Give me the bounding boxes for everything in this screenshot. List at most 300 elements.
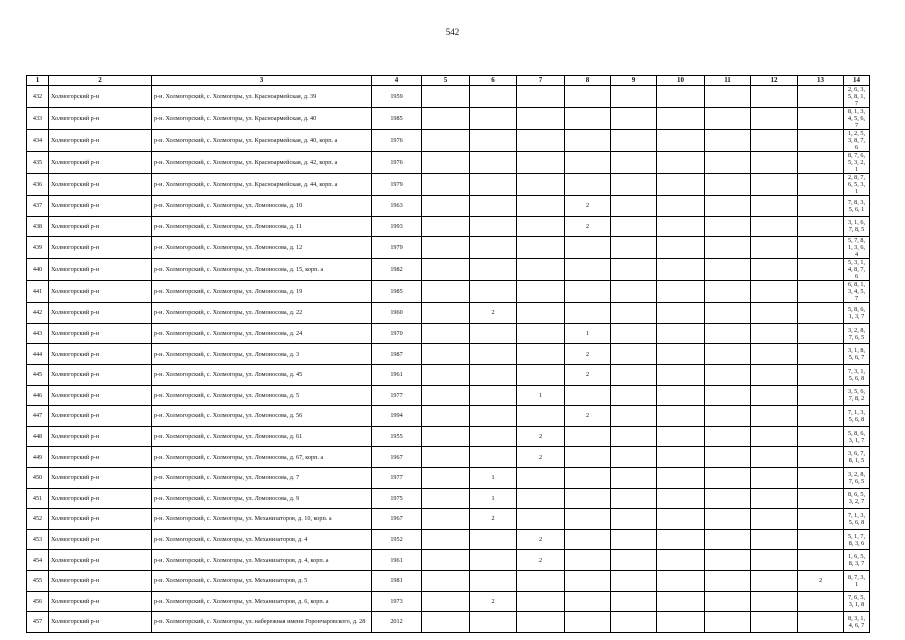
- col14-cell: 1, 6, 5, 8, 3, 7: [844, 550, 870, 571]
- year-cell: 1977: [372, 467, 422, 488]
- row-number: 439: [27, 237, 49, 259]
- col13-cell: [798, 130, 844, 152]
- col10-cell: [657, 509, 705, 530]
- col9-cell: [611, 152, 657, 174]
- col8-cell: [565, 550, 611, 571]
- col14-cell: 7, 1, 3, 5, 6, 8: [844, 406, 870, 427]
- col13-cell: [798, 385, 844, 406]
- col5-cell: [422, 303, 470, 324]
- district-cell: Холмогорский р-н: [49, 323, 152, 344]
- col8-cell: [565, 509, 611, 530]
- col11-cell: [705, 426, 751, 447]
- col8-cell: [565, 86, 611, 108]
- address-cell: р-н. Холмогорский, с. Холмогоры, ул. Механизаторов, д. 4: [152, 529, 372, 550]
- table-row: [27, 550, 870, 571]
- col6-cell: [470, 196, 517, 217]
- col9-cell: [611, 550, 657, 571]
- row-number: 444: [27, 344, 49, 365]
- year-cell: 1985: [372, 281, 422, 303]
- register-table: [26, 75, 870, 633]
- col8-cell: 2: [565, 196, 611, 217]
- col11-cell: [705, 406, 751, 427]
- address-cell: р-н. Холмогорский, с. Холмогоры, ул. Ломоносова, д. 10: [152, 196, 372, 217]
- col8-cell: [565, 467, 611, 488]
- address-cell: р-н. Холмогорский, с. Холмогоры, ул. Ломоносова, д. 19: [152, 281, 372, 303]
- column-header-1: 1: [27, 76, 49, 86]
- year-cell: 1961: [372, 550, 422, 571]
- col10-cell: [657, 406, 705, 427]
- column-header-11: 11: [705, 76, 751, 86]
- col9-cell: [611, 467, 657, 488]
- col8-cell: [565, 426, 611, 447]
- address-cell: р-н. Холмогорский, с. Холмогоры, ул. Красноармейская, д. 40, корп. а: [152, 130, 372, 152]
- col9-cell: [611, 130, 657, 152]
- col11-cell: [705, 216, 751, 237]
- district-cell: Холмогорский р-н: [49, 152, 152, 174]
- address-cell: р-н. Холмогорский, с. Холмогоры, ул. Красноармейская, д. 40: [152, 108, 372, 130]
- row-number: 449: [27, 447, 49, 468]
- col5-cell: [422, 174, 470, 196]
- col6-cell: 2: [470, 509, 517, 530]
- col10-cell: [657, 216, 705, 237]
- row-number: 450: [27, 467, 49, 488]
- year-cell: 1982: [372, 259, 422, 281]
- col9-cell: [611, 488, 657, 509]
- col10-cell: [657, 174, 705, 196]
- district-cell: Холмогорский р-н: [49, 303, 152, 324]
- col7-cell: [517, 216, 565, 237]
- col13-cell: [798, 612, 844, 633]
- col10-cell: [657, 570, 705, 591]
- col9-cell: [611, 216, 657, 237]
- col8-cell: [565, 259, 611, 281]
- district-cell: Холмогорский р-н: [49, 86, 152, 108]
- district-cell: Холмогорский р-н: [49, 550, 152, 571]
- year-cell: 1959: [372, 86, 422, 108]
- column-header-2: 2: [49, 76, 152, 86]
- col10-cell: [657, 447, 705, 468]
- col6-cell: [470, 426, 517, 447]
- col8-cell: 2: [565, 406, 611, 427]
- col10-cell: [657, 108, 705, 130]
- address-cell: р-н. Холмогорский, с. Холмогоры, ул. Механизаторов, д. 10, корп. а: [152, 509, 372, 530]
- address-cell: р-н. Холмогорский, с. Холмогоры, ул. Ломоносова, д. 9: [152, 488, 372, 509]
- col13-cell: [798, 364, 844, 385]
- district-cell: Холмогорский р-н: [49, 447, 152, 468]
- col13-cell: [798, 196, 844, 217]
- col14-cell: 3, 2, 8, 7, 6, 5: [844, 467, 870, 488]
- col10-cell: [657, 86, 705, 108]
- col11-cell: [705, 108, 751, 130]
- col8-cell: [565, 529, 611, 550]
- col5-cell: [422, 216, 470, 237]
- col9-cell: [611, 237, 657, 259]
- district-cell: Холмогорский р-н: [49, 467, 152, 488]
- col9-cell: [611, 344, 657, 365]
- district-cell: Холмогорский р-н: [49, 570, 152, 591]
- col14-cell: 3, 2, 8, 7, 6, 5: [844, 323, 870, 344]
- col10-cell: [657, 259, 705, 281]
- col7-cell: [517, 174, 565, 196]
- col10-cell: [657, 196, 705, 217]
- address-cell: р-н. Холмогорский, с. Холмогоры, ул. Механизаторов, д. 5: [152, 570, 372, 591]
- year-cell: 1961: [372, 364, 422, 385]
- col6-cell: [470, 216, 517, 237]
- col12-cell: [751, 570, 798, 591]
- col5-cell: [422, 529, 470, 550]
- table-row: [27, 174, 870, 196]
- address-cell: р-н. Холмогорский, с. Холмогоры, ул. Ломоносова, д. 5: [152, 385, 372, 406]
- col12-cell: [751, 509, 798, 530]
- year-cell: 1952: [372, 529, 422, 550]
- address-cell: р-н. Холмогорский, с. Холмогоры, ул. Ломоносова, д. 56: [152, 406, 372, 427]
- col11-cell: [705, 152, 751, 174]
- col14-cell: 8, 7, 6, 5, 3, 2, 1: [844, 152, 870, 174]
- col9-cell: [611, 108, 657, 130]
- col14-cell: 5, 8, 6, 1, 3, 7: [844, 303, 870, 324]
- col5-cell: [422, 281, 470, 303]
- col7-cell: [517, 86, 565, 108]
- col13-cell: [798, 529, 844, 550]
- address-cell: р-н. Холмогорский, с. Холмогоры, ул. Ломоносова, д. 15, корп. а: [152, 259, 372, 281]
- district-cell: Холмогорский р-н: [49, 385, 152, 406]
- col5-cell: [422, 406, 470, 427]
- col5-cell: [422, 259, 470, 281]
- col10-cell: [657, 281, 705, 303]
- district-cell: Холмогорский р-н: [49, 529, 152, 550]
- col5-cell: [422, 467, 470, 488]
- col13-cell: 2: [798, 570, 844, 591]
- row-number: 437: [27, 196, 49, 217]
- col10-cell: [657, 344, 705, 365]
- col12-cell: [751, 108, 798, 130]
- row-number: 457: [27, 612, 49, 633]
- col13-cell: [798, 488, 844, 509]
- col8-cell: [565, 385, 611, 406]
- col14-cell: 5, 3, 1, 4, 8, 7, 6: [844, 259, 870, 281]
- col10-cell: [657, 237, 705, 259]
- district-cell: Холмогорский р-н: [49, 344, 152, 365]
- address-cell: р-н. Холмогорский, с. Холмогоры, ул. Ломоносова, д. 45: [152, 364, 372, 385]
- col14-cell: 3, 6, 7, 8, 1, 5: [844, 447, 870, 468]
- col10-cell: [657, 591, 705, 612]
- col11-cell: [705, 385, 751, 406]
- row-number: 448: [27, 426, 49, 447]
- table-row: [27, 467, 870, 488]
- col7-cell: [517, 303, 565, 324]
- col8-cell: [565, 591, 611, 612]
- col6-cell: 2: [470, 303, 517, 324]
- col8-cell: [565, 488, 611, 509]
- col7-cell: [517, 323, 565, 344]
- col6-cell: [470, 152, 517, 174]
- col12-cell: [751, 426, 798, 447]
- col5-cell: [422, 550, 470, 571]
- column-header-4: 4: [372, 76, 422, 86]
- district-cell: Холмогорский р-н: [49, 591, 152, 612]
- col14-cell: 2, 6, 3, 5, 8, 1, 7: [844, 86, 870, 108]
- address-cell: р-н. Холмогорский, с. Холмогоры, ул. Ломоносова, д. 67, корп. а: [152, 447, 372, 468]
- year-cell: 1973: [372, 591, 422, 612]
- col6-cell: [470, 323, 517, 344]
- row-number: 433: [27, 108, 49, 130]
- col9-cell: [611, 196, 657, 217]
- column-header-14: 14: [844, 76, 870, 86]
- row-number: 451: [27, 488, 49, 509]
- col11-cell: [705, 303, 751, 324]
- col9-cell: [611, 529, 657, 550]
- col5-cell: [422, 364, 470, 385]
- row-number: 456: [27, 591, 49, 612]
- col8-cell: [565, 108, 611, 130]
- col11-cell: [705, 488, 751, 509]
- row-number: 435: [27, 152, 49, 174]
- row-number: 447: [27, 406, 49, 427]
- col5-cell: [422, 152, 470, 174]
- table-row: [27, 364, 870, 385]
- table-row: [27, 488, 870, 509]
- table-row: [27, 570, 870, 591]
- col10-cell: [657, 426, 705, 447]
- col14-cell: 8, 3, 1, 4, 6, 7: [844, 612, 870, 633]
- col13-cell: [798, 259, 844, 281]
- column-header-9: 9: [611, 76, 657, 86]
- row-number: 454: [27, 550, 49, 571]
- col7-cell: [517, 612, 565, 633]
- row-number: 455: [27, 570, 49, 591]
- col12-cell: [751, 447, 798, 468]
- col11-cell: [705, 196, 751, 217]
- col7-cell: [517, 591, 565, 612]
- column-header-3: 3: [152, 76, 372, 86]
- column-header-6: 6: [470, 76, 517, 86]
- row-number: 442: [27, 303, 49, 324]
- col12-cell: [751, 237, 798, 259]
- col9-cell: [611, 447, 657, 468]
- col7-cell: [517, 509, 565, 530]
- district-cell: Холмогорский р-н: [49, 130, 152, 152]
- col8-cell: 1: [565, 323, 611, 344]
- col12-cell: [751, 612, 798, 633]
- district-cell: Холмогорский р-н: [49, 237, 152, 259]
- row-number: 438: [27, 216, 49, 237]
- col6-cell: [470, 237, 517, 259]
- table-row: [27, 108, 870, 130]
- col6-cell: [470, 344, 517, 365]
- col10-cell: [657, 323, 705, 344]
- col10-cell: [657, 385, 705, 406]
- col14-cell: 7, 3, 1, 5, 6, 8: [844, 364, 870, 385]
- col7-cell: [517, 108, 565, 130]
- table-row: [27, 385, 870, 406]
- col13-cell: [798, 174, 844, 196]
- table-row: [27, 591, 870, 612]
- district-cell: Холмогорский р-н: [49, 216, 152, 237]
- row-number: 443: [27, 323, 49, 344]
- address-cell: р-н. Холмогорский, с. Холмогоры, ул. Механизаторов, д. 6, корп. а: [152, 591, 372, 612]
- address-cell: р-н. Холмогорский, с. Холмогоры, ул. Красноармейская, д. 42, корп. а: [152, 152, 372, 174]
- col9-cell: [611, 426, 657, 447]
- col13-cell: [798, 509, 844, 530]
- address-cell: р-н. Холмогорский, с. Холмогоры, ул. Красноармейская, д. 39: [152, 86, 372, 108]
- col6-cell: 1: [470, 488, 517, 509]
- year-cell: 1979: [372, 174, 422, 196]
- col11-cell: [705, 529, 751, 550]
- col14-cell: 7, 1, 3, 5, 6, 8: [844, 509, 870, 530]
- col7-cell: [517, 364, 565, 385]
- col8-cell: [565, 174, 611, 196]
- col13-cell: [798, 467, 844, 488]
- col14-cell: 2, 8, 7, 6, 5, 3, 1: [844, 174, 870, 196]
- district-cell: Холмогорский р-н: [49, 364, 152, 385]
- table-row: [27, 529, 870, 550]
- address-cell: р-н. Холмогорский, с. Холмогоры, ул. Ломоносова, д. 12: [152, 237, 372, 259]
- row-number: 453: [27, 529, 49, 550]
- col12-cell: [751, 364, 798, 385]
- table-row: [27, 196, 870, 217]
- col6-cell: [470, 570, 517, 591]
- col7-cell: [517, 344, 565, 365]
- address-cell: р-н. Холмогорский, с. Холмогоры, ул. Ломоносова, д. 24: [152, 323, 372, 344]
- table-row: [27, 152, 870, 174]
- col9-cell: [611, 86, 657, 108]
- year-cell: 1955: [372, 426, 422, 447]
- col12-cell: [751, 488, 798, 509]
- district-cell: Холмогорский р-н: [49, 281, 152, 303]
- col7-cell: [517, 130, 565, 152]
- address-cell: р-н. Холмогорский, с. Холмогоры, ул. Ломоносова, д. 3: [152, 344, 372, 365]
- col13-cell: [798, 152, 844, 174]
- col8-cell: 2: [565, 364, 611, 385]
- col5-cell: [422, 237, 470, 259]
- col11-cell: [705, 364, 751, 385]
- col13-cell: [798, 323, 844, 344]
- year-cell: 1994: [372, 406, 422, 427]
- year-cell: 2012: [372, 612, 422, 633]
- year-cell: 1987: [372, 344, 422, 365]
- year-cell: 1981: [372, 570, 422, 591]
- table-row: [27, 406, 870, 427]
- col12-cell: [751, 550, 798, 571]
- col8-cell: [565, 237, 611, 259]
- header-row: [27, 76, 870, 86]
- col14-cell: 6, 8, 1, 3, 4, 5, 7: [844, 281, 870, 303]
- col7-cell: [517, 406, 565, 427]
- col5-cell: [422, 108, 470, 130]
- col6-cell: [470, 364, 517, 385]
- col6-cell: [470, 406, 517, 427]
- row-number: 440: [27, 259, 49, 281]
- year-cell: 1979: [372, 237, 422, 259]
- row-number: 445: [27, 364, 49, 385]
- district-cell: Холмогорский р-н: [49, 174, 152, 196]
- col8-cell: [565, 152, 611, 174]
- year-cell: 1967: [372, 509, 422, 530]
- col7-cell: [517, 467, 565, 488]
- column-header-7: 7: [517, 76, 565, 86]
- row-number: 446: [27, 385, 49, 406]
- col10-cell: [657, 152, 705, 174]
- address-cell: р-н. Холмогорский, с. Холмогоры, ул. Красноармейская, д. 44, корп. а: [152, 174, 372, 196]
- col11-cell: [705, 259, 751, 281]
- col9-cell: [611, 259, 657, 281]
- col12-cell: [751, 406, 798, 427]
- col5-cell: [422, 86, 470, 108]
- col12-cell: [751, 174, 798, 196]
- address-cell: р-н. Холмогорский, с. Холмогоры, ул. Ломоносова, д. 61: [152, 426, 372, 447]
- column-header-13: 13: [798, 76, 844, 86]
- col7-cell: 1: [517, 385, 565, 406]
- col9-cell: [611, 281, 657, 303]
- col5-cell: [422, 447, 470, 468]
- col13-cell: [798, 303, 844, 324]
- district-cell: Холмогорский р-н: [49, 259, 152, 281]
- year-cell: 1985: [372, 108, 422, 130]
- col9-cell: [611, 406, 657, 427]
- row-number: 441: [27, 281, 49, 303]
- col8-cell: [565, 281, 611, 303]
- district-cell: Холмогорский р-н: [49, 426, 152, 447]
- col7-cell: [517, 281, 565, 303]
- col5-cell: [422, 570, 470, 591]
- table-row: [27, 509, 870, 530]
- address-cell: р-н. Холмогорский, с. Холмогоры, ул. Ломоносова, д. 7: [152, 467, 372, 488]
- row-number: 434: [27, 130, 49, 152]
- year-cell: 1976: [372, 130, 422, 152]
- col13-cell: [798, 591, 844, 612]
- col10-cell: [657, 488, 705, 509]
- col8-cell: 2: [565, 344, 611, 365]
- year-cell: 1967: [372, 447, 422, 468]
- col13-cell: [798, 108, 844, 130]
- table-row: [27, 281, 870, 303]
- table-row: [27, 344, 870, 365]
- col9-cell: [611, 303, 657, 324]
- col6-cell: [470, 259, 517, 281]
- col10-cell: [657, 130, 705, 152]
- col6-cell: [470, 529, 517, 550]
- column-header-8: 8: [565, 76, 611, 86]
- column-header-5: 5: [422, 76, 470, 86]
- district-cell: Холмогорский р-н: [49, 488, 152, 509]
- table-row: [27, 612, 870, 633]
- table-row: [27, 426, 870, 447]
- col7-cell: 2: [517, 426, 565, 447]
- col9-cell: [611, 385, 657, 406]
- col6-cell: [470, 447, 517, 468]
- col11-cell: [705, 323, 751, 344]
- col14-cell: 5, 7, 8, 1, 3, 6, 4: [844, 237, 870, 259]
- col10-cell: [657, 364, 705, 385]
- col7-cell: [517, 488, 565, 509]
- col5-cell: [422, 591, 470, 612]
- col5-cell: [422, 385, 470, 406]
- col12-cell: [751, 529, 798, 550]
- year-cell: 1975: [372, 488, 422, 509]
- col12-cell: [751, 281, 798, 303]
- col12-cell: [751, 344, 798, 365]
- table-row: [27, 237, 870, 259]
- district-cell: Холмогорский р-н: [49, 406, 152, 427]
- table-row: [27, 447, 870, 468]
- column-header-10: 10: [657, 76, 705, 86]
- col11-cell: [705, 344, 751, 365]
- col11-cell: [705, 281, 751, 303]
- col6-cell: [470, 130, 517, 152]
- col5-cell: [422, 344, 470, 365]
- col14-cell: 8, 1, 3, 4, 5, 6, 7: [844, 108, 870, 130]
- col8-cell: [565, 303, 611, 324]
